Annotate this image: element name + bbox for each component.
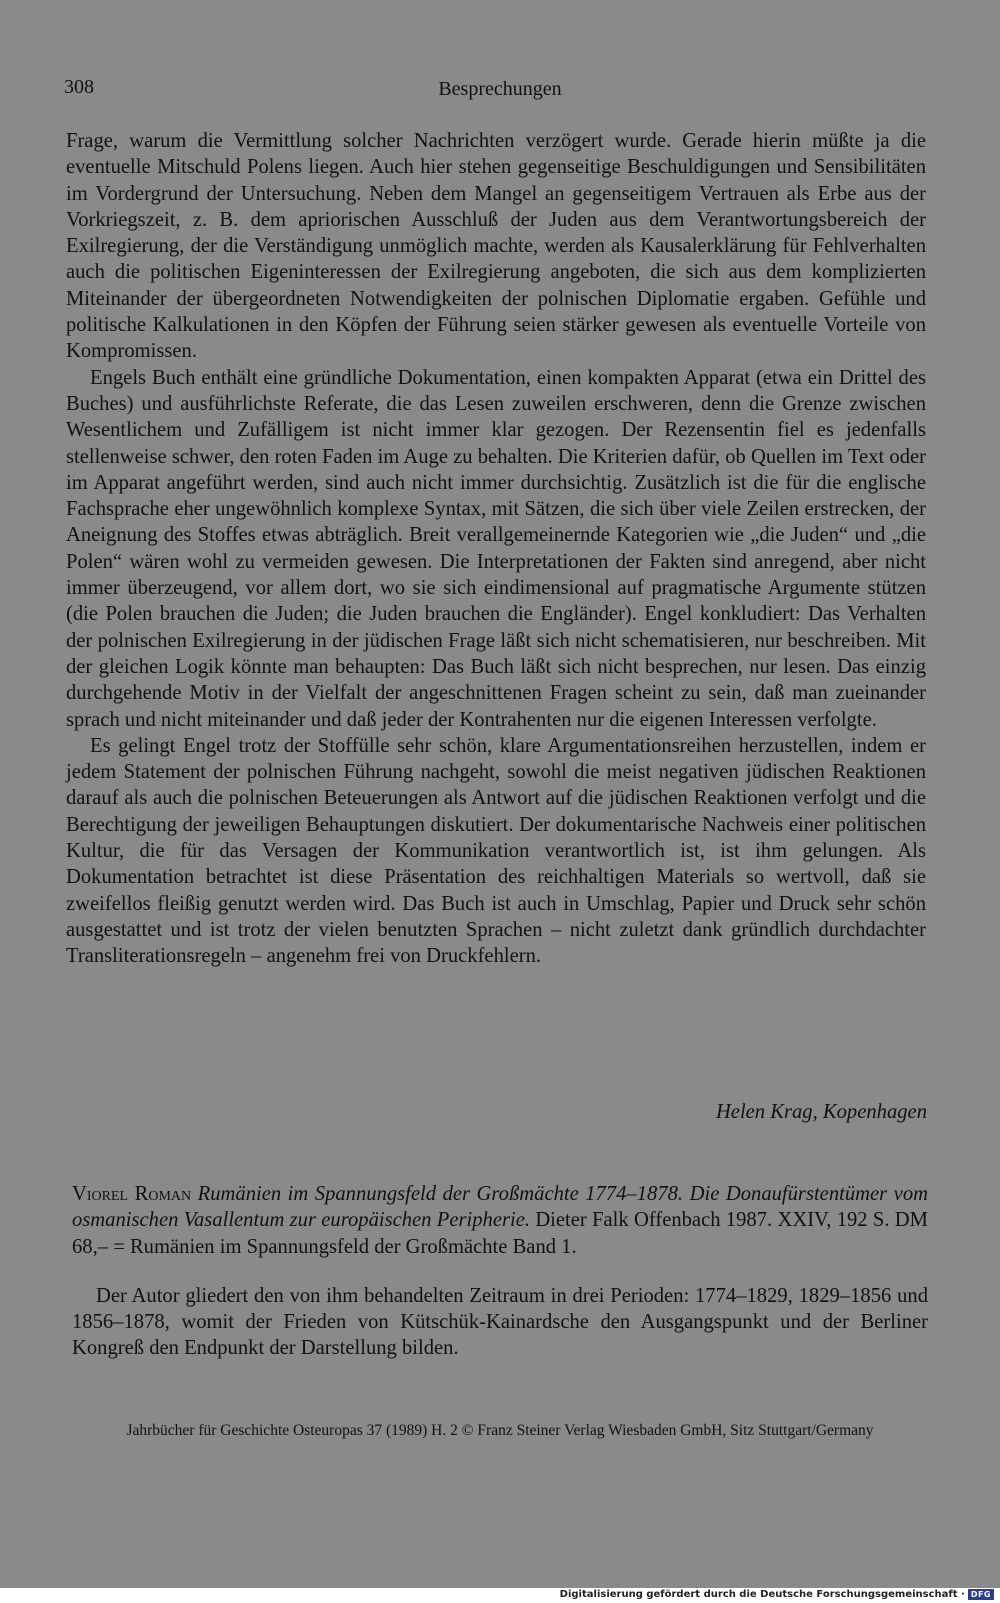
journal-footer: Jahrbücher für Geschichte Osteuropas 37 (1989) H. 2 © Franz Steiner Verlag Wiesbaden GmbH, Sitz Stuttgart/Germany bbox=[126, 1422, 874, 1439]
dfg-logo: DFG bbox=[968, 1589, 994, 1600]
book-publication: Dieter Falk Offenbach 1987. XXIV, 192 S. DM 68,– = Rumänien im Spannungsfeld der Großmächte Band 1. bbox=[72, 1209, 928, 1258]
review-body bbox=[66, 128, 926, 970]
review-paragraph: Frage, warum die Vermittlung solcher Nachrichten verzögert wurde. Gerade hierin müßte ja die eventuelle Mitschuld Polens liegen. Auch hier stehen gegenseitige Beschuldigungen und Sensibilitäten im Vordergrund der Untersuchung. Neben dem Mangel an gegenseitigem Vertrauen als Erbe aus der Vorkriegszeit, z. B. dem apriorischen Ausschluß der Juden aus dem Verantwortungsbereich der Exilregierung, der die Verständigung unmöglich machte, werden als Kausalerklärung für Fehlverhalten auch die politischen Eigeninteressen der Exilregierung angeboten, die sich aus dem komplizierten Miteinander der übergeordneten Notwendigkeiten der polnischen Diplomatie ergaben. Gefühle und politische Kalkulationen in den Köpfen der Führung seien stärker gewesen als eventuelle Vorteile von Kompromissen. bbox=[66, 130, 926, 363]
book-citation bbox=[72, 1181, 928, 1260]
running-head: Besprechungen bbox=[438, 78, 562, 100]
book-title: Rumänien im Spannungsfeld der Großmächte 1774–1878. Die Donaufürstentümer vom osmanischen Vasallentum zur europäischen Peripherie. bbox=[72, 1183, 928, 1232]
review-paragraph: Engels Buch enthält eine gründliche Dokumentation, einen kompakten Apparat (etwa ein Drittel des Buches) und ausführlichste Referate, die das Lesen zuweilen erschweren, denn die Grenze zwischen Wesentlichem und Zufälligem ist nicht immer klar gezogen. Der Rezensentin fiel es jedenfalls stellenweise schwer, den roten Faden im Auge zu behalten. Die Kriterien dafür, ob Quellen im Text oder im Apparat angeführt werden, sind auch nicht immer durchsichtig. Zusätzlich ist die für die englische Fachsprache eher ungewöhnlich komplexe Syntax, mit Sätzen, die sich über viele Zeilen erstrecken, der Aneignung des Stoffes etwas abträglich. Breit verallgemeinernde Kategorien wie „die Juden“ und „die Polen“ wären wohl zu vermeiden gewesen. Die Interpretationen der Fakten sind anregend, aber nicht immer überzeugend, vor allem dort, wo sie sich eindimensional auf pragmatische Argumente stützen (die Polen brauchen die Juden; die Juden brauchen die Engländer). Engel konkludiert: Das Verhalten der polnischen Exilregierung in der jüdischen Frage läßt sich nicht schematisieren, nur beschreiben. Mit der gleichen Logik könnte man behaupten: Das Buch läßt sich nicht besprechen, nur lesen. Das einzig durchgehende Motiv in der Vielfalt der angeschnittenen Fragen scheint zu sein, daß man zueinander sprach und nicht miteinander und daß jeder der Kontrahenten nur die eigenen Interessen verfolgte. bbox=[66, 366, 926, 731]
reviewer-signature: Helen Krag, Kopenhagen bbox=[715, 1101, 927, 1123]
credit-text: Digitalisierung gefördert durch die Deutsche Forschungsgemeinschaft · bbox=[559, 1589, 965, 1600]
review-paragraph: Es gelingt Engel trotz der Stoffülle sehr schön, klare Argumentationsreihen herzustellen, indem er jedem Statement der polnischen Führung nachgeht, sowohl die meist negativen jüdischen Reaktionen darauf als auch die polnischen Beteuerungen als Antwort auf die jüdischen Reaktionen verfolgt und die Berechtigung der jeweiligen Behauptungen diskutiert. Der dokumentarische Nachweis einer politischen Kultur, die für das Versagen der Kommunikation verantwortlich ist, ist ihm gelungen. Als Dokumentation betrachtet ist diese Präsentation des reichhaltigen Materials so wertvoll, daß sie zweifellos fleißig genutzt werden wird. Das Buch ist auch in Umschlag, Papier und Druck sehr schön ausgestattet und ist trotz der vielen benutzten Sprachen – nicht zuletzt dank gründlich durchdachter Transliterationsregeln – angenehm frei von Druckfehlern. bbox=[66, 734, 926, 968]
second-review bbox=[72, 1181, 928, 1362]
digitization-credit bbox=[560, 1589, 994, 1600]
book-author: Viorel Roman bbox=[72, 1183, 192, 1205]
review-paragraph: Der Autor gliedert den von ihm behandelten Zeitraum in drei Perioden: 1774–1829, 1829–1856 und 1856–1878, womit der Frieden von Kütschük-Kainardsche den Ausgangspunkt und der Berliner Kongreß den Endpunkt der Darstellung bilden. bbox=[72, 1284, 928, 1360]
page-number: 308 bbox=[64, 76, 94, 98]
